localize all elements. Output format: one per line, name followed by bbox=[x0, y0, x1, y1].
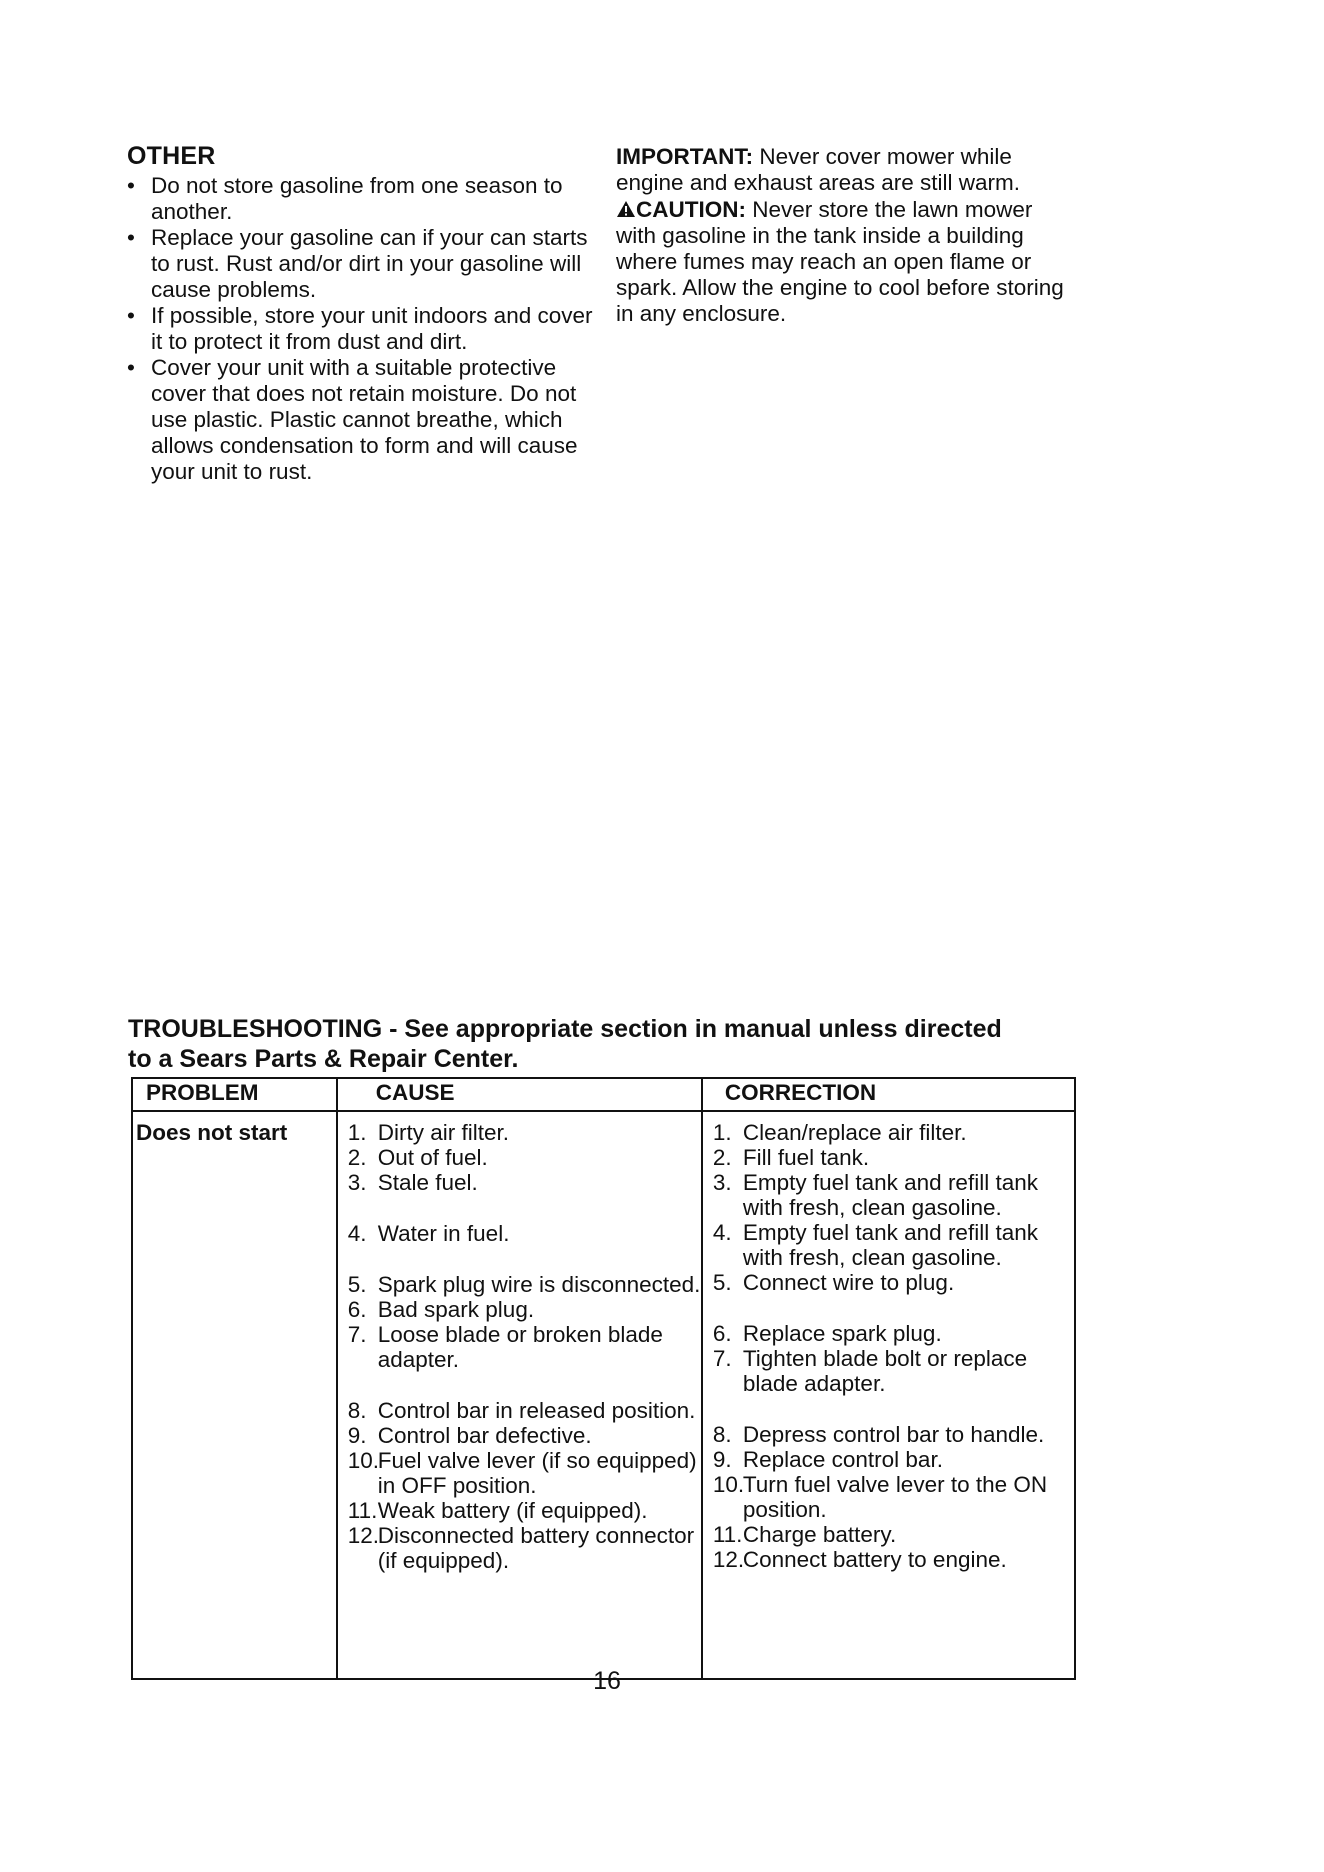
list-item: 1. Dirty air filter. bbox=[347, 1120, 509, 1145]
troubleshooting-title bbox=[128, 1014, 1108, 1074]
important-notice bbox=[616, 144, 1076, 196]
notices-section bbox=[616, 144, 1076, 327]
other-bullet-list bbox=[127, 173, 597, 485]
list-item: 2. Fill fuel tank. bbox=[712, 1145, 870, 1170]
list-item: 5. Spark plug wire is disconnected. bbox=[347, 1272, 701, 1297]
other-section bbox=[127, 142, 597, 485]
list-item: 7. Loose blade or broken blade adapter. bbox=[347, 1322, 663, 1372]
cause-list bbox=[338, 1120, 701, 1573]
table-row bbox=[132, 1111, 1075, 1679]
important-text: Never cover mower while engine and exhaust areas are still warm. bbox=[616, 144, 1020, 195]
table-header-row bbox=[132, 1078, 1075, 1111]
list-item: 11. Weak battery (if equipped). bbox=[347, 1498, 648, 1523]
list-item: 9. Replace control bar. bbox=[712, 1447, 943, 1472]
caution-notice bbox=[616, 197, 1076, 327]
list-item: • If possible, store your unit indoors and cover it to protect it from dust and dirt. bbox=[127, 303, 597, 355]
list-item: 10. Fuel valve lever (if so equipped) in OFF position. bbox=[347, 1448, 697, 1498]
list-item: • Replace your gasoline can if your can starts to rust. Rust and/or dirt in your gasoline will cause problems. bbox=[127, 225, 597, 303]
list-item: 9. Control bar defective. bbox=[347, 1423, 592, 1448]
correction-cell bbox=[702, 1111, 1075, 1679]
list-item: 3. Empty fuel tank and refill tank with fresh, clean gasoline. bbox=[712, 1170, 1038, 1220]
list-item: • Cover your unit with a suitable protective cover that does not retain moisture. Do not use plastic. Plastic cannot breathe, which allows condensation to form and will cause your unit to rust. bbox=[127, 355, 597, 485]
cause-cell bbox=[337, 1111, 702, 1679]
list-item: 2. Out of fuel. bbox=[347, 1145, 488, 1170]
list-item: 8. Control bar in released position. bbox=[347, 1398, 696, 1423]
list-item: 4. Empty fuel tank and refill tank with fresh, clean gasoline. bbox=[712, 1220, 1038, 1270]
header-correction: CORRECTION bbox=[702, 1078, 1075, 1111]
header-problem: PROBLEM bbox=[132, 1078, 337, 1111]
problem-cell: Does not start bbox=[132, 1111, 337, 1679]
list-item: 5. Connect wire to plug. bbox=[712, 1270, 955, 1295]
page-number: 16 bbox=[593, 1667, 621, 1695]
caution-label: CAUTION: bbox=[636, 197, 746, 222]
troubleshooting-title-line1: TROUBLESHOOTING - See appropriate section in manual unless directed bbox=[128, 1015, 1002, 1043]
list-item: 12. Connect battery to engine. bbox=[712, 1547, 1007, 1572]
list-item: 1. Clean/replace air filter. bbox=[712, 1120, 967, 1145]
list-item: 10. Turn fuel valve lever to the ON position. bbox=[712, 1472, 1048, 1522]
warning-triangle-icon bbox=[616, 198, 636, 216]
troubleshooting-title-line2: to a Sears Parts & Repair Center. bbox=[128, 1045, 519, 1073]
list-item: 3. Stale fuel. bbox=[347, 1170, 478, 1195]
caution-text: Never store the lawn mower with gasoline in the tank inside a building where fumes may reach an open flame or spark. Allow the engine to cool before storing in any enclosure. bbox=[616, 197, 1064, 326]
list-item: 8. Depress control bar to handle. bbox=[712, 1422, 1045, 1447]
list-item: 6. Bad spark plug. bbox=[347, 1297, 535, 1322]
list-item: 6. Replace spark plug. bbox=[712, 1321, 942, 1346]
list-item: 4. Water in fuel. bbox=[347, 1221, 510, 1246]
header-cause: CAUSE bbox=[337, 1078, 702, 1111]
list-item: • Do not store gasoline from one season to another. bbox=[127, 173, 597, 225]
other-heading: OTHER bbox=[127, 142, 216, 170]
list-item: 7. Tighten blade bolt or replace blade adapter. bbox=[712, 1346, 1028, 1396]
list-item: 12. Disconnected battery connector (if equipped). bbox=[347, 1523, 695, 1573]
important-label: IMPORTANT: bbox=[616, 144, 754, 169]
correction-list bbox=[703, 1120, 1074, 1572]
troubleshooting-table bbox=[131, 1077, 1076, 1680]
list-item: 11. Charge battery. bbox=[712, 1522, 897, 1547]
